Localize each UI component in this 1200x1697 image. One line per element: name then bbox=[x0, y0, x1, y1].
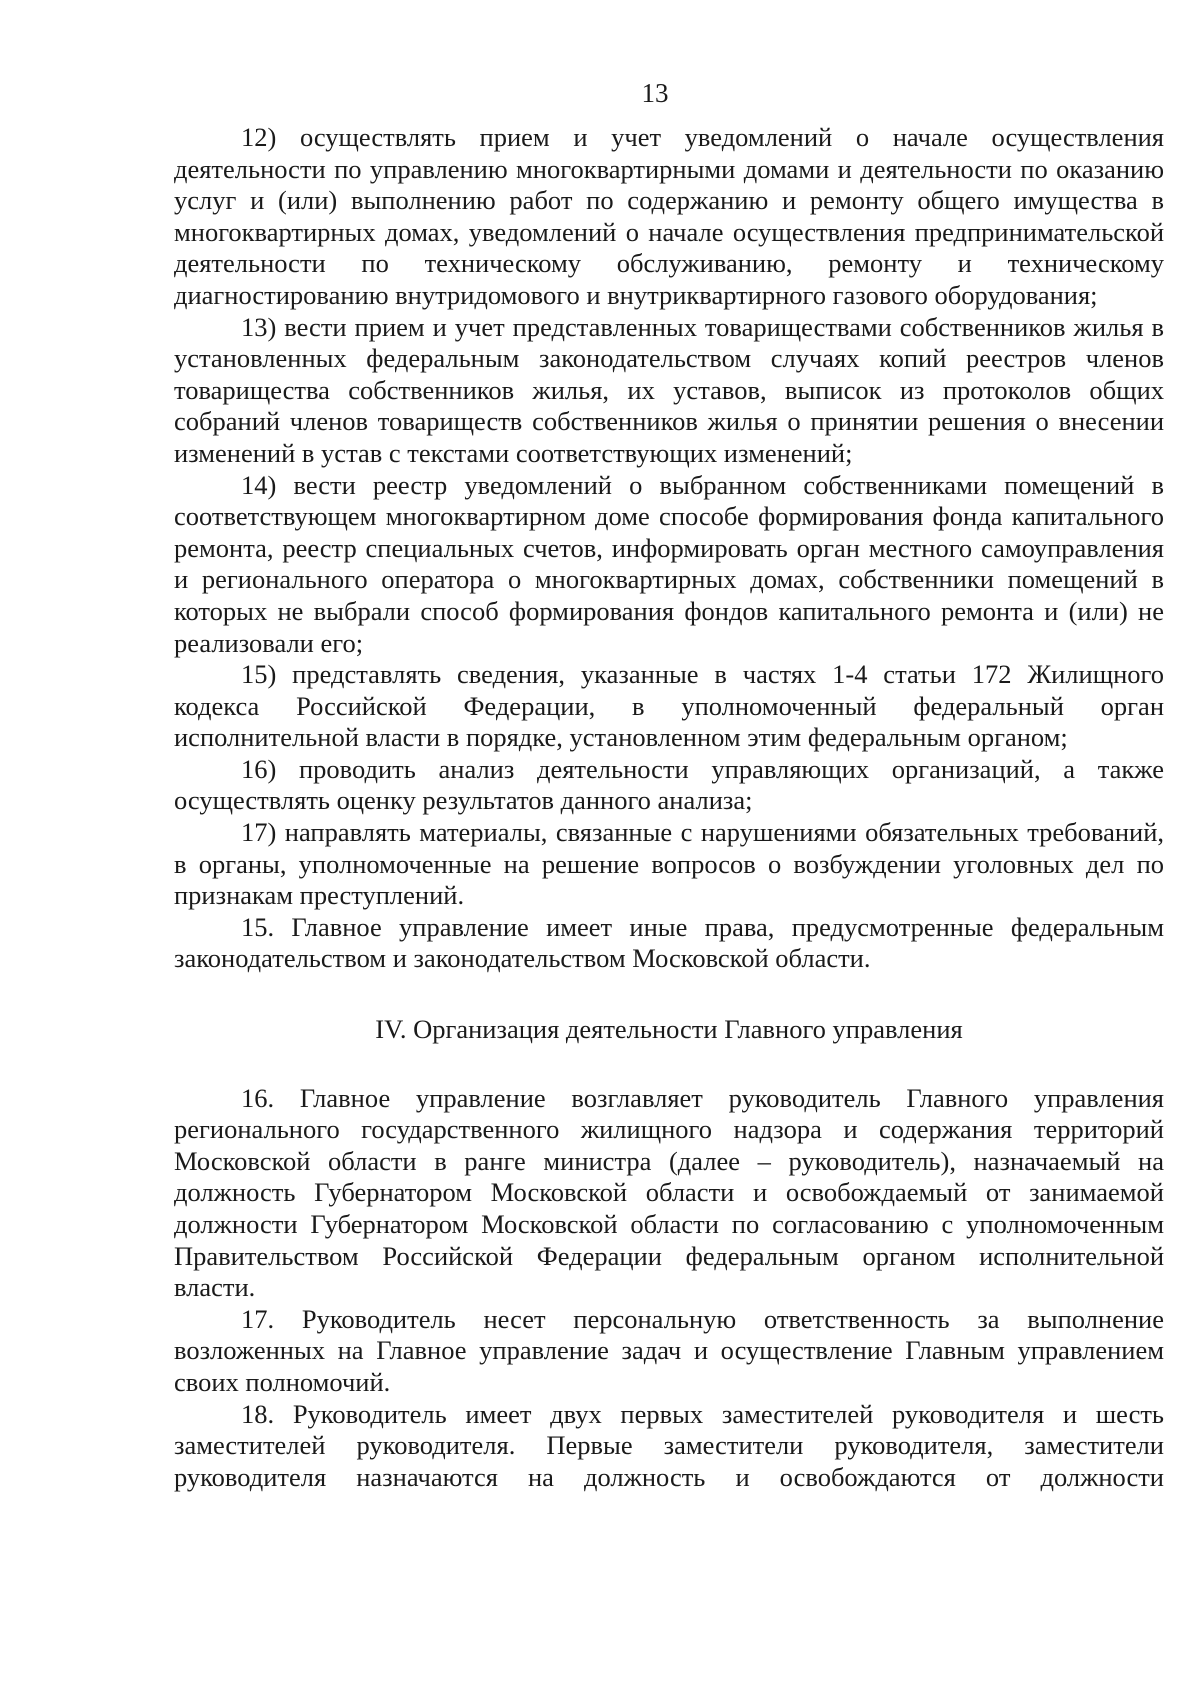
paragraph-item-17: 17) направлять материалы, связанные с нарушениями обязательных требований, в органы, уполномоченные на решение вопросов о возбуждении уголовных дел по признакам преступлений. bbox=[174, 817, 1164, 911]
document-body bbox=[174, 122, 1164, 1493]
paragraph-item-14: 14) вести реестр уведомлений о выбранном собственниками помещений в соответствующем многоквартирном доме способе формирования фонда капитального ремонта, реестр специальных счетов, информировать орган местного самоуправления и регионального оператора о многоквартирных домах, собственники помещений в которых не выбрали способ формирования фондов капитального ремонта и (или) не реализовали его; bbox=[174, 469, 1164, 658]
paragraph-clause-18: 18. Руководитель имеет двух первых заместителей руководителя и шесть заместителей руководителя. Первые заместители руководителя, заместители руководителя назначаются на должность и освобождаются от должности bbox=[174, 1398, 1164, 1492]
paragraph-clause-16: 16. Главное управление возглавляет руководитель Главного управления регионального государственного жилищного надзора и содержания территорий Московской области в ранге министра (далее – руководитель), назначаемый на должность Губернатором Московской области и освобождаемый от занимаемой должности Губернатором Московской области по согласованию с уполномоченным Правительством Российской Федерации федеральным органом исполнительной власти. bbox=[174, 1082, 1164, 1303]
paragraph-item-15: 15) представлять сведения, указанные в частях 1-4 статьи 172 Жилищного кодекса Российской Федерации, в уполномоченный федеральный орган исполнительной власти в порядке, установленном этим федеральным органом; bbox=[174, 659, 1164, 753]
paragraph-clause-17: 17. Руководитель несет персональную ответственность за выполнение возложенных на Главное управление задач и осуществление Главным управлением своих полномочий. bbox=[174, 1303, 1164, 1397]
paragraph-clause-15: 15. Главное управление имеет иные права, предусмотренные федеральным законодательством и законодательством Московской области. bbox=[174, 911, 1164, 974]
page-number: 13 bbox=[641, 78, 669, 108]
paragraph-item-16: 16) проводить анализ деятельности управляющих организаций, а также осуществлять оценку результатов данного анализа; bbox=[174, 753, 1164, 816]
section-heading: IV. Организация деятельности Главного управления bbox=[375, 1014, 963, 1045]
paragraph-item-13: 13) вести прием и учет представленных товариществами собственников жилья в установленных федеральным законодательством случаях копий реестров членов товарищества собственников жилья, их уставов, выписок из протоколов общих собраний членов товариществ собственников жилья о принятии решения о внесении изменений в устав с текстами соответствующих изменений; bbox=[174, 311, 1164, 468]
paragraph-item-12: 12) осуществлять прием и учет уведомлений о начале осуществления деятельности по управлению многоквартирными домами и деятельности по оказанию услуг и (или) выполнению работ по содержанию и ремонту общего имущества в многоквартирных домах, уведомлений о начале осуществления предпринимательской деятельности по техническому обслуживанию, ремонту и техническому диагностированию внутридомового и внутриквартирного газового оборудования; bbox=[174, 122, 1164, 310]
